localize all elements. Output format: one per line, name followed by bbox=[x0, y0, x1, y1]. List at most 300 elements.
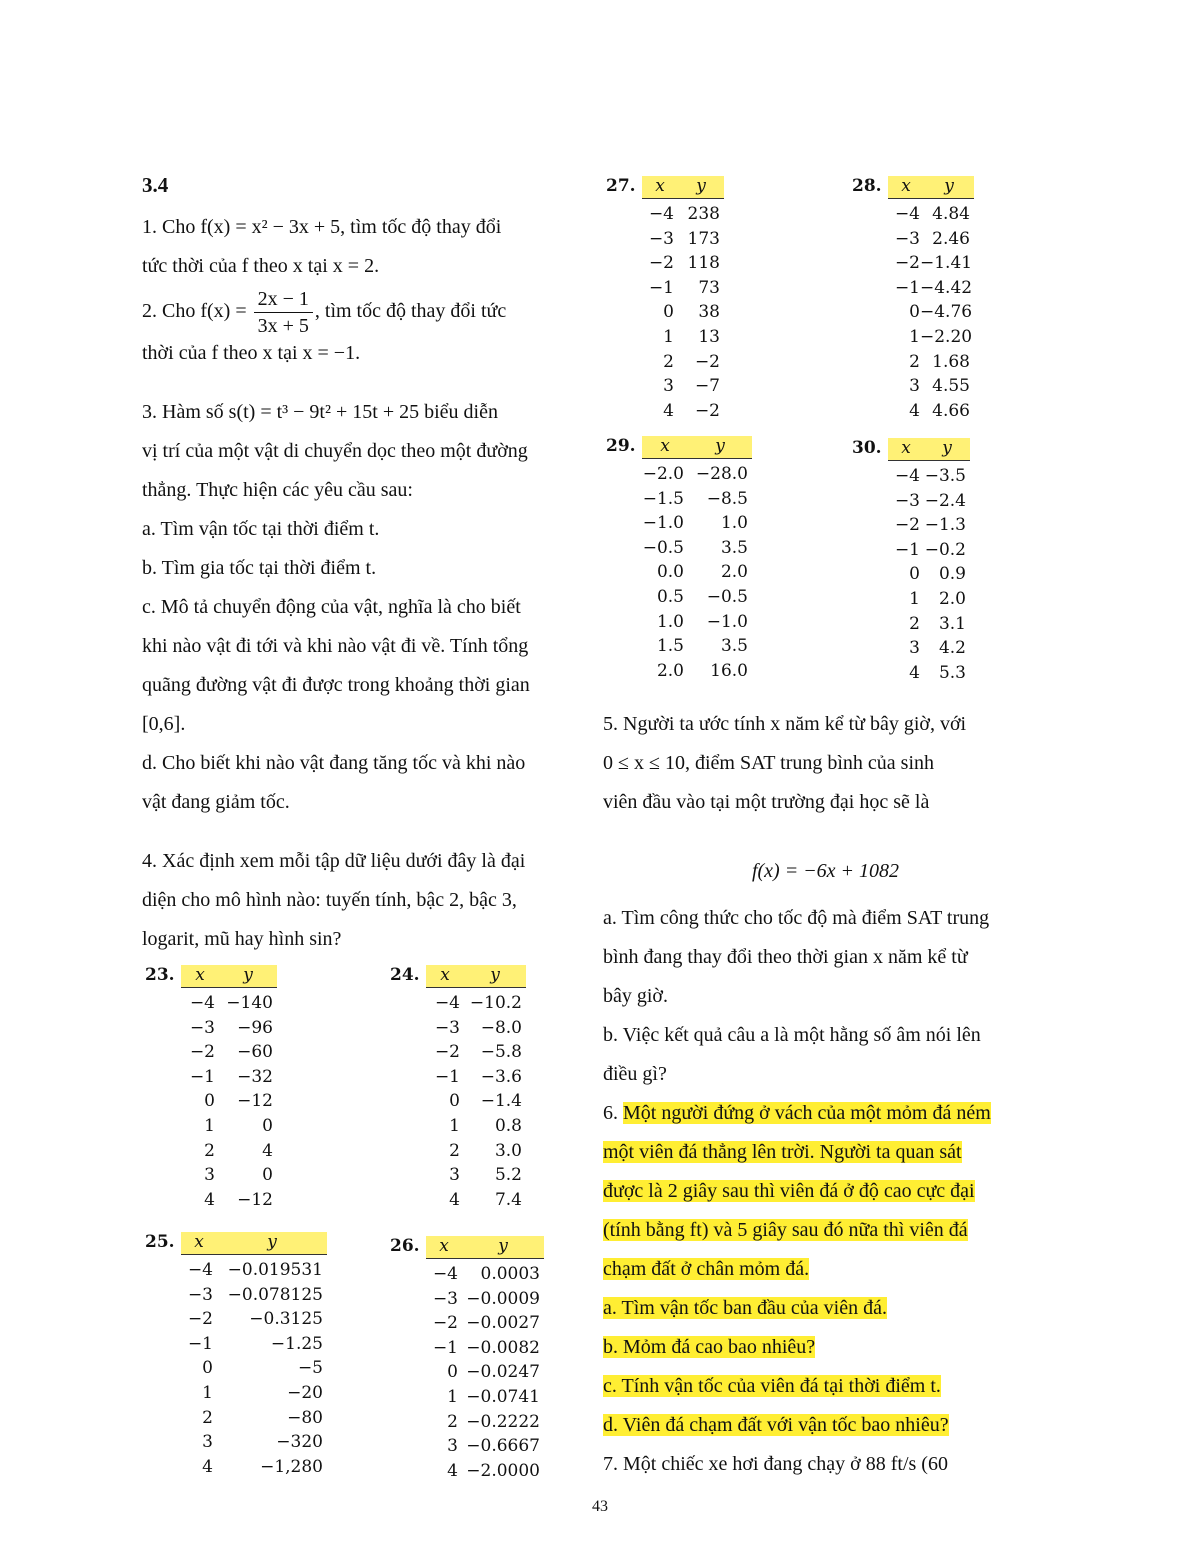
header-x: x bbox=[660, 436, 670, 456]
header-x: x bbox=[901, 438, 911, 458]
cell-x: −4 bbox=[189, 993, 215, 1013]
cell-x: 2.0 bbox=[656, 660, 684, 681]
cell-y: −140 bbox=[226, 993, 273, 1013]
table-row bbox=[426, 1089, 522, 1114]
header-y: y bbox=[696, 176, 706, 196]
cell-y: −80 bbox=[287, 1407, 323, 1428]
table-row bbox=[642, 374, 720, 399]
problem5-line: 5. Người ta ước tính x năm kể từ bây giờ, với bbox=[603, 713, 967, 735]
cell-y: −0.078125 bbox=[227, 1284, 323, 1305]
cell-y: 2.0 bbox=[720, 562, 748, 583]
cell-y: 73 bbox=[698, 277, 720, 298]
problem6-highlight: Một người đứng ở vách của một mỏm đá ném bbox=[623, 1102, 991, 1124]
table-row bbox=[642, 536, 748, 561]
table-row bbox=[888, 374, 970, 399]
table-row bbox=[888, 325, 973, 350]
table-row bbox=[181, 1258, 323, 1283]
problem1-line1: 1. Cho f(x) = x² − 3x + 5, tìm tốc độ thay đổi bbox=[142, 216, 502, 238]
cell-x: −3 bbox=[432, 1288, 458, 1309]
table-row bbox=[181, 1406, 323, 1431]
left-column bbox=[142, 170, 587, 959]
problem6-highlight: a. Tìm vận tốc ban đầu của viên đá. bbox=[603, 1297, 887, 1319]
problem3-line: vị trí của một vật di chuyển dọc theo một đường bbox=[142, 440, 528, 462]
header-x: x bbox=[440, 965, 450, 985]
cell-x: −4 bbox=[894, 466, 920, 486]
table-row bbox=[181, 1455, 323, 1480]
cell-y: 4 bbox=[262, 1140, 273, 1161]
problem6-line bbox=[603, 1367, 1048, 1406]
cell-x: 0.0 bbox=[656, 562, 684, 583]
cell-x: 0 bbox=[909, 302, 920, 323]
table-row bbox=[426, 1262, 540, 1287]
table-number: 24. bbox=[390, 965, 420, 985]
cell-x: 1 bbox=[663, 326, 674, 347]
table-row bbox=[888, 202, 970, 227]
cell-y: 4.66 bbox=[932, 400, 970, 421]
cell-x: −3 bbox=[648, 228, 674, 249]
problem2-line1 bbox=[142, 286, 587, 337]
cell-y: 0 bbox=[262, 1165, 273, 1186]
problem5-line: điều gì? bbox=[603, 1063, 667, 1085]
table-row bbox=[181, 1040, 273, 1065]
cell-x: −1 bbox=[187, 1333, 213, 1354]
cell-x: −4 bbox=[187, 1260, 213, 1280]
table-row bbox=[888, 300, 973, 325]
table-row bbox=[426, 1188, 522, 1213]
problem6-highlight: b. Mỏm đá cao bao nhiêu? bbox=[603, 1336, 816, 1358]
header-y: y bbox=[944, 176, 954, 196]
table-row bbox=[426, 1385, 540, 1410]
table-row bbox=[642, 251, 720, 276]
table-row bbox=[181, 1188, 273, 1213]
problem3-line: khi nào vật đi tới và khi nào vật đi về. Tính tổng bbox=[142, 635, 529, 657]
cell-y: 16.0 bbox=[710, 660, 748, 681]
problem3 bbox=[142, 393, 587, 822]
cell-x: 1.5 bbox=[656, 636, 684, 657]
cell-y: −0.6667 bbox=[466, 1436, 540, 1457]
table-number: 30. bbox=[852, 438, 882, 458]
cell-y: −8.0 bbox=[480, 1017, 522, 1038]
cell-y: −1.0 bbox=[706, 611, 748, 632]
table-header bbox=[181, 1232, 327, 1255]
cell-y: 1.68 bbox=[932, 351, 970, 372]
cell-y: −3.5 bbox=[924, 466, 966, 486]
cell-y: −60 bbox=[237, 1042, 273, 1063]
cell-x: −2 bbox=[894, 515, 920, 536]
cell-x: 0 bbox=[663, 302, 674, 323]
cell-y: −32 bbox=[237, 1066, 273, 1087]
problem3-line: vật đang giảm tốc. bbox=[142, 791, 290, 813]
cell-x: −1.5 bbox=[642, 488, 684, 509]
problem4-line: diện cho mô hình nào: tuyến tính, bậc 2, bậc 3, bbox=[142, 889, 517, 911]
cell-x: 0.5 bbox=[656, 586, 684, 607]
cell-x: −1 bbox=[648, 277, 674, 298]
problem3-line: b. Tìm gia tốc tại thời điểm t. bbox=[142, 557, 377, 579]
table-row bbox=[181, 1430, 323, 1455]
cell-y: −0.0082 bbox=[466, 1337, 540, 1358]
table-row bbox=[642, 585, 748, 610]
table-number: 26. bbox=[390, 1236, 420, 1256]
table-row bbox=[426, 1040, 522, 1065]
table-row bbox=[426, 1287, 540, 1312]
table-row bbox=[888, 538, 966, 563]
table-row bbox=[888, 636, 966, 661]
table-row bbox=[426, 1360, 540, 1385]
cell-y: −0.2 bbox=[924, 539, 966, 560]
cell-y: −2.4 bbox=[924, 490, 966, 511]
table-row bbox=[642, 350, 720, 375]
cell-y: 173 bbox=[687, 228, 720, 249]
table-row bbox=[426, 1016, 522, 1041]
fraction-numerator: 2x − 1 bbox=[254, 286, 313, 313]
header-y: y bbox=[942, 438, 952, 458]
cell-y: −2 bbox=[694, 351, 720, 372]
table-row bbox=[426, 1410, 540, 1435]
cell-y: 5.2 bbox=[494, 1165, 522, 1186]
cell-y: 38 bbox=[698, 302, 720, 323]
cell-x: −3 bbox=[894, 490, 920, 511]
header-x: x bbox=[195, 965, 205, 985]
cell-x: 4 bbox=[909, 400, 920, 421]
problem6-line bbox=[603, 1211, 1048, 1250]
problem5-line: b. Việc kết quả câu a là một hằng số âm nói lên bbox=[603, 1024, 981, 1046]
cell-x: 3 bbox=[909, 376, 920, 397]
cell-x: 3 bbox=[202, 1432, 213, 1453]
cell-y: −0.019531 bbox=[227, 1260, 323, 1280]
cell-x: −2 bbox=[189, 1042, 215, 1063]
cell-x: −4 bbox=[894, 204, 920, 224]
cell-x: 2 bbox=[909, 613, 920, 634]
table-row bbox=[426, 1434, 540, 1459]
cell-y: −320 bbox=[276, 1432, 323, 1453]
cell-y: 238 bbox=[687, 204, 720, 224]
header-x: x bbox=[901, 176, 911, 196]
cell-y: 2.46 bbox=[932, 228, 970, 249]
cell-y: 4.2 bbox=[938, 638, 966, 659]
cell-y: 3.5 bbox=[720, 636, 748, 657]
cell-y: 0.8 bbox=[494, 1115, 522, 1136]
problem7-line1: 7. Một chiếc xe hơi đang chạy ở 88 ft/s (60 bbox=[603, 1453, 948, 1475]
cell-x: 3 bbox=[663, 376, 674, 397]
problem2-prefix: 2. Cho f(x) = bbox=[142, 300, 247, 323]
table-row bbox=[181, 1381, 323, 1406]
problem6-line bbox=[603, 1406, 1048, 1445]
cell-x: −4 bbox=[432, 1264, 458, 1284]
problem4-line: 4. Xác định xem mỗi tập dữ liệu dưới đây là đại bbox=[142, 850, 526, 872]
cell-y: −12 bbox=[237, 1189, 273, 1210]
table-row bbox=[181, 1307, 323, 1332]
problem3-line: d. Cho biết khi nào vật đang tăng tốc và khi nào bbox=[142, 752, 526, 774]
table-row bbox=[181, 1283, 323, 1308]
table-row bbox=[642, 276, 720, 301]
table-number: 23. bbox=[145, 965, 175, 985]
cell-x: −3 bbox=[189, 1017, 215, 1038]
table-number: 27. bbox=[606, 176, 636, 196]
cell-x: −1 bbox=[894, 277, 920, 298]
header-y: y bbox=[490, 965, 500, 985]
problem6-highlight: chạm đất ở chân mỏm đá. bbox=[603, 1258, 810, 1280]
problem6 bbox=[603, 1094, 1048, 1445]
table-header bbox=[642, 436, 752, 459]
table-header bbox=[888, 438, 970, 461]
header-y: y bbox=[243, 965, 253, 985]
cell-y: −1.41 bbox=[920, 253, 973, 274]
table-row bbox=[642, 227, 720, 252]
table-row bbox=[642, 325, 720, 350]
cell-y: 3.5 bbox=[720, 537, 748, 558]
cell-y: −0.0027 bbox=[466, 1313, 540, 1334]
table-row bbox=[888, 489, 966, 514]
table-row bbox=[888, 562, 966, 587]
cell-x: −2 bbox=[187, 1309, 213, 1330]
cell-x: 1.0 bbox=[656, 611, 684, 632]
cell-x: 4 bbox=[204, 1189, 215, 1210]
table-row bbox=[426, 1139, 522, 1164]
cell-x: 3 bbox=[449, 1165, 460, 1186]
table-row bbox=[888, 350, 970, 375]
cell-y: −0.0741 bbox=[466, 1386, 540, 1407]
cell-x: 2 bbox=[202, 1407, 213, 1428]
cell-x: 1 bbox=[909, 326, 920, 347]
cell-y: −96 bbox=[237, 1017, 273, 1038]
table-header bbox=[642, 176, 724, 199]
table-row bbox=[181, 1139, 273, 1164]
table-row bbox=[181, 991, 273, 1016]
cell-y: 3.1 bbox=[938, 613, 966, 634]
table-row bbox=[888, 612, 966, 637]
table-row bbox=[642, 487, 748, 512]
problem6-line bbox=[603, 1328, 1048, 1367]
cell-x: 0 bbox=[449, 1091, 460, 1112]
cell-y: 4.55 bbox=[932, 376, 970, 397]
cell-y: 5.3 bbox=[938, 662, 966, 683]
cell-y: −1,280 bbox=[260, 1456, 323, 1477]
table-row bbox=[426, 1311, 540, 1336]
table-row bbox=[426, 991, 522, 1016]
cell-x: 2 bbox=[449, 1140, 460, 1161]
problem3-line: 3. Hàm số s(t) = t³ − 9t² + 15t + 25 biểu diễn bbox=[142, 401, 498, 423]
problem4 bbox=[142, 842, 587, 959]
problem6-line bbox=[603, 1094, 1048, 1133]
table-row bbox=[888, 251, 973, 276]
cell-y: −1.3 bbox=[924, 515, 966, 536]
cell-y: −8.5 bbox=[706, 488, 748, 509]
table-row bbox=[642, 634, 748, 659]
table-row bbox=[181, 1163, 273, 1188]
cell-y: −4.42 bbox=[920, 277, 973, 298]
fraction-denominator: 3x + 5 bbox=[257, 315, 309, 337]
table-row bbox=[181, 1332, 323, 1357]
cell-x: −2.0 bbox=[642, 464, 684, 484]
header-y: y bbox=[715, 436, 725, 456]
table-number: 25. bbox=[145, 1232, 175, 1252]
problem6-highlight: được là 2 giây sau thì viên đá ở độ cao cực đại bbox=[603, 1180, 975, 1202]
table-number: 28. bbox=[852, 176, 882, 196]
cell-y: −0.3125 bbox=[249, 1309, 323, 1330]
table-header bbox=[181, 965, 277, 988]
table-number: 29. bbox=[606, 436, 636, 456]
problem2-line2: thời của f theo x tại x = −1. bbox=[142, 342, 361, 364]
cell-x: 3 bbox=[204, 1165, 215, 1186]
table-row bbox=[642, 511, 748, 536]
problem5-line: bây giờ. bbox=[603, 985, 669, 1007]
cell-y: −12 bbox=[237, 1091, 273, 1112]
problem6-line bbox=[603, 1289, 1048, 1328]
cell-y: −2 bbox=[694, 400, 720, 421]
cell-x: −4 bbox=[434, 993, 460, 1013]
cell-x: 4 bbox=[449, 1189, 460, 1210]
cell-y: 0.9 bbox=[938, 564, 966, 585]
cell-x: −1 bbox=[432, 1337, 458, 1358]
problem5-line: viên đầu vào tại một trường đại học sẽ là bbox=[603, 791, 930, 813]
problem1-line2: tức thời của f theo x tại x = 2. bbox=[142, 255, 380, 277]
cell-x: −1 bbox=[434, 1066, 460, 1087]
problem6-number: 6. bbox=[603, 1102, 623, 1124]
cell-x: −3 bbox=[434, 1017, 460, 1038]
table-row bbox=[888, 661, 966, 686]
cell-x: −2 bbox=[648, 253, 674, 274]
cell-y: 118 bbox=[687, 253, 720, 274]
header-x: x bbox=[439, 1236, 449, 1256]
cell-x: −2 bbox=[434, 1042, 460, 1063]
table-row bbox=[181, 1089, 273, 1114]
sat-formula: f(x) = −6x + 1082 bbox=[751, 860, 900, 882]
cell-y: −0.5 bbox=[706, 586, 748, 607]
cell-x: −2 bbox=[432, 1313, 458, 1334]
cell-y: −3.6 bbox=[480, 1066, 522, 1087]
cell-y: 4.84 bbox=[932, 204, 970, 224]
table-row bbox=[426, 1336, 540, 1361]
cell-x: 4 bbox=[909, 662, 920, 683]
table-row bbox=[888, 587, 966, 612]
table-row bbox=[642, 399, 720, 424]
problem4-line: logarit, mũ hay hình sin? bbox=[142, 928, 342, 950]
cell-x: 2 bbox=[204, 1140, 215, 1161]
header-y: y bbox=[267, 1232, 277, 1252]
cell-y: 3.0 bbox=[494, 1140, 522, 1161]
problem3-line: c. Mô tả chuyển động của vật, nghĩa là cho biết bbox=[142, 596, 521, 618]
problem6-highlight: (tính bằng ft) và 5 giây sau đó nữa thì viên đá bbox=[603, 1219, 968, 1241]
problem6-highlight: c. Tính vận tốc của viên đá tại thời điểm t. bbox=[603, 1375, 941, 1397]
cell-x: −4 bbox=[648, 204, 674, 224]
cell-y: 2.0 bbox=[938, 588, 966, 609]
problem5-line: a. Tìm công thức cho tốc độ mà điểm SAT trung bbox=[603, 907, 990, 929]
cell-x: 4 bbox=[447, 1460, 458, 1481]
cell-y: 7.4 bbox=[494, 1189, 522, 1210]
cell-x: −2 bbox=[894, 253, 920, 274]
cell-x: 0 bbox=[202, 1358, 213, 1379]
cell-x: −0.5 bbox=[642, 537, 684, 558]
page-number: 43 bbox=[592, 1498, 608, 1515]
cell-x: 1 bbox=[447, 1386, 458, 1407]
cell-x: −3 bbox=[187, 1284, 213, 1305]
table-row bbox=[426, 1114, 522, 1139]
cell-y: −5.8 bbox=[480, 1042, 522, 1063]
problem3-line: a. Tìm vận tốc tại thời điểm t. bbox=[142, 518, 380, 540]
cell-y: −5 bbox=[297, 1358, 323, 1379]
problem6-line bbox=[603, 1133, 1048, 1172]
table-row bbox=[181, 1065, 273, 1090]
cell-y: −28.0 bbox=[695, 464, 748, 484]
table-row bbox=[642, 560, 748, 585]
cell-x: 0 bbox=[909, 564, 920, 585]
problem5-line: bình đang thay đổi theo thời gian x năm kể từ bbox=[603, 946, 968, 968]
cell-y: −2.0000 bbox=[466, 1460, 540, 1481]
table-row bbox=[888, 227, 970, 252]
table-row bbox=[181, 1114, 273, 1139]
table-header bbox=[888, 176, 974, 199]
table-row bbox=[642, 610, 748, 635]
table-row bbox=[642, 462, 748, 487]
problem5 bbox=[603, 705, 1048, 1094]
cell-y: −1.4 bbox=[480, 1091, 522, 1112]
cell-x: 4 bbox=[663, 400, 674, 421]
table-row bbox=[888, 513, 966, 538]
problem6-highlight: một viên đá thẳng lên trời. Người ta quan sát bbox=[603, 1141, 962, 1163]
table-header bbox=[426, 965, 526, 988]
cell-x: 3 bbox=[909, 638, 920, 659]
section-title: 3.4 bbox=[142, 173, 169, 197]
cell-y: 0.0003 bbox=[480, 1264, 540, 1284]
problem3-line: [0,6]. bbox=[142, 713, 186, 735]
table-header bbox=[426, 1236, 544, 1259]
cell-y: −0.2222 bbox=[466, 1411, 540, 1432]
problem2-suffix: , tìm tốc độ thay đổi tức bbox=[314, 300, 507, 323]
problem3-line: thẳng. Thực hiện các yêu cầu sau: bbox=[142, 479, 413, 501]
cell-x: −1 bbox=[894, 539, 920, 560]
table-row bbox=[642, 300, 720, 325]
cell-x: 2 bbox=[909, 351, 920, 372]
cell-x: 3 bbox=[447, 1436, 458, 1457]
cell-y: 0 bbox=[262, 1115, 273, 1136]
problem6-line bbox=[603, 1172, 1048, 1211]
cell-y: 1.0 bbox=[720, 513, 748, 534]
cell-y: −0.0247 bbox=[466, 1362, 540, 1383]
problem6-highlight: d. Viên đá chạm đất với vận tốc bao nhiêu? bbox=[603, 1414, 949, 1436]
table-row bbox=[888, 276, 973, 301]
cell-y: −7 bbox=[694, 376, 720, 397]
cell-y: −10.2 bbox=[469, 993, 522, 1013]
cell-x: 0 bbox=[204, 1091, 215, 1112]
cell-x: 2 bbox=[447, 1411, 458, 1432]
table-row bbox=[642, 659, 748, 684]
table-row bbox=[426, 1163, 522, 1188]
problem5-line: 0 ≤ x ≤ 10, điểm SAT trung bình của sinh bbox=[603, 752, 935, 774]
table-row bbox=[426, 1459, 540, 1484]
header-y: y bbox=[498, 1236, 508, 1256]
cell-y: 13 bbox=[698, 326, 720, 347]
right-column bbox=[603, 705, 1048, 1484]
cell-y: −4.76 bbox=[920, 302, 973, 323]
cell-x: 1 bbox=[909, 588, 920, 609]
header-x: x bbox=[655, 176, 665, 196]
table-row bbox=[181, 1356, 323, 1381]
table-row bbox=[426, 1065, 522, 1090]
header-x: x bbox=[194, 1232, 204, 1252]
cell-x: −3 bbox=[894, 228, 920, 249]
table-row bbox=[181, 1016, 273, 1041]
cell-y: −2.20 bbox=[920, 326, 973, 347]
cell-y: −0.0009 bbox=[466, 1288, 540, 1309]
cell-y: −20 bbox=[287, 1382, 323, 1403]
cell-x: 4 bbox=[202, 1456, 213, 1477]
cell-y: −1.25 bbox=[270, 1333, 323, 1354]
table-row bbox=[888, 399, 970, 424]
cell-x: −1.0 bbox=[642, 513, 684, 534]
table-row bbox=[888, 464, 966, 489]
cell-x: −1 bbox=[189, 1066, 215, 1087]
problem2-fraction bbox=[254, 286, 313, 339]
